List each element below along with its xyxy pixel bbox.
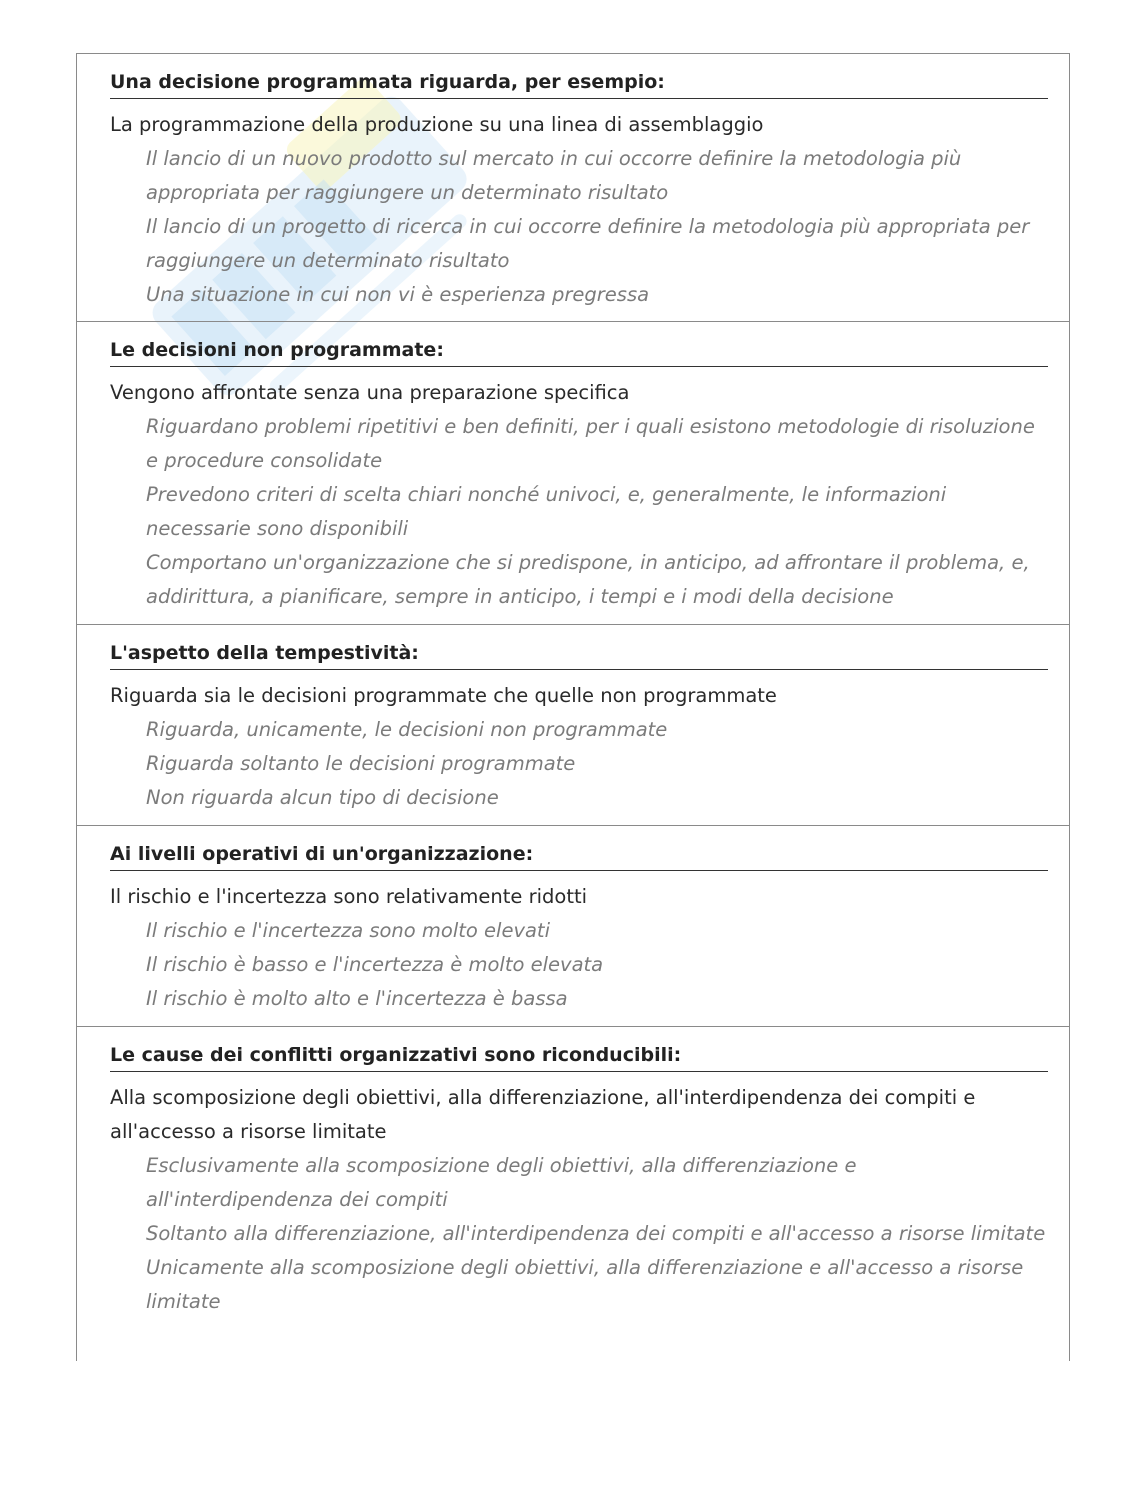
question-block-1 — [77, 54, 1069, 322]
wrong-answer: Comportano un'organizzazione che si predispone, in anticipo, ad affrontare il problema, e, addirittura, a pianificare, sempre in anticipo, i tempi e i modi della decisione — [146, 551, 1030, 608]
wrong-answer: Il lancio di un nuovo prodotto sul mercato in cui occorre definire la metodologia più appropriata per raggiungere un determinato risultato — [146, 147, 962, 204]
wrong-answer: Soltanto alla differenziazione, all'interdipendenza dei compiti e all'accesso a risorse limitate — [146, 1222, 1046, 1245]
wrong-answer: Riguardano problemi ripetitivi e ben definiti, per i quali esistono metodologie di risoluzione e procedure consolidate — [146, 415, 1035, 472]
wrong-answer: Il rischio e l'incertezza sono molto elevati — [146, 919, 550, 942]
wrong-answer: Esclusivamente alla scomposizione degli obiettivi, alla differenziazione e all'interdipendenza dei compiti — [146, 1154, 857, 1211]
wrong-answer: Prevedono criteri di scelta chiari nonché univoci, e, generalmente, le informazioni necessarie sono disponibili — [146, 483, 947, 540]
wrong-answer: Il rischio è basso e l'incertezza è molto elevata — [146, 953, 604, 976]
question-block-4 — [77, 826, 1069, 1027]
wrong-answer: Non riguarda alcun tipo di decisione — [146, 786, 499, 809]
wrong-answer: Unicamente alla scomposizione degli obiettivi, alla differenziazione e all'accesso a risorse limitate — [146, 1256, 1024, 1313]
question-title: Le decisioni non programmate: — [110, 338, 1048, 367]
correct-answer: Alla scomposizione degli obiettivi, alla differenziazione, all'interdipendenza dei compiti e all'accesso a risorse limitate — [110, 1086, 976, 1143]
wrong-answer: Riguarda, unicamente, le decisioni non programmate — [146, 718, 668, 741]
question-block-5 — [77, 1027, 1069, 1362]
wrong-answer: Il rischio è molto alto e l'incertezza è bassa — [146, 987, 568, 1010]
question-block-3 — [77, 625, 1069, 826]
correct-answer: Riguarda sia le decisioni programmate che quelle non programmate — [110, 684, 777, 707]
question-block-2 — [77, 322, 1069, 625]
wrong-answer: Il lancio di un progetto di ricerca in cui occorre definire la metodologia più appropriata per raggiungere un determinato risultato — [146, 215, 1030, 272]
question-title: Una decisione programmata riguarda, per esempio: — [110, 70, 1048, 99]
question-title: L'aspetto della tempestività: — [110, 641, 1048, 670]
wrong-answer: Una situazione in cui non vi è esperienza pregressa — [146, 283, 650, 306]
quiz-frame — [76, 53, 1070, 1361]
question-title: Ai livelli operativi di un'organizzazione: — [110, 842, 1048, 871]
wrong-answer: Riguarda soltanto le decisioni programmate — [146, 752, 576, 775]
question-title: Le cause dei conflitti organizzativi sono riconducibili: — [110, 1043, 1048, 1072]
correct-answer: La programmazione della produzione su una linea di assemblaggio — [110, 113, 764, 136]
correct-answer: Vengono affrontate senza una preparazione specifica — [110, 381, 630, 404]
correct-answer: Il rischio e l'incertezza sono relativamente ridotti — [110, 885, 588, 908]
